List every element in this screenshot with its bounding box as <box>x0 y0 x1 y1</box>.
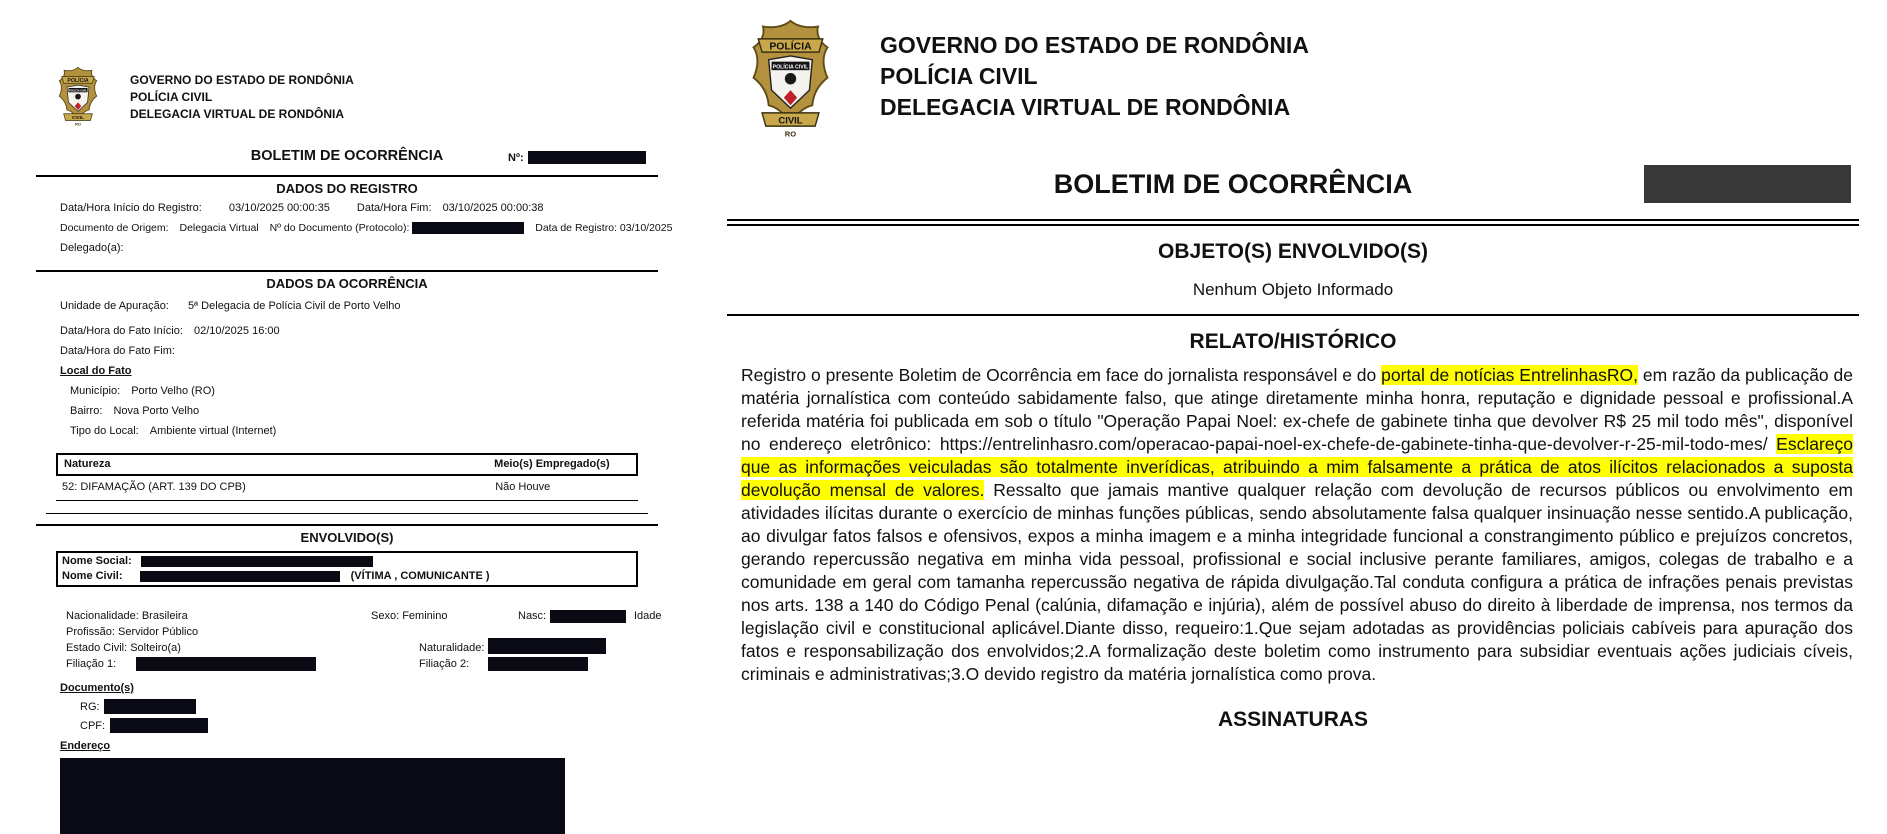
envolvidos-heading: ENVOLVIDO(S) <box>300 530 394 545</box>
natureza-cell: 52: DIFAMAÇÃO (ART. 139 DO CPB) <box>62 481 246 493</box>
meio-cell: Não Houve <box>495 481 551 493</box>
field-value: Delegacia Virtual <box>179 222 259 234</box>
policia-civil-badge-icon <box>54 66 102 131</box>
redaction-bar <box>104 699 196 714</box>
section-divider <box>36 524 658 526</box>
field-label: Data/Hora Fim: <box>356 202 432 214</box>
section-divider <box>727 314 1859 316</box>
badge-top-banner: POLÍCIA <box>67 77 89 84</box>
org-header <box>880 18 1309 123</box>
divider <box>46 513 648 514</box>
policia-civil-badge-icon <box>743 18 838 147</box>
left-page-header <box>36 66 658 131</box>
field-label: Nasc: <box>518 610 547 622</box>
field-value: 02/10/2025 16:00 <box>193 325 280 337</box>
local-do-fato-heading: Local do Fato <box>60 365 132 377</box>
redaction-bar <box>141 556 373 567</box>
badge-state: RO <box>75 122 81 127</box>
field-value: Feminino <box>402 610 448 622</box>
page-title: BOLETIM DE OCORRÊNCIA <box>1053 169 1413 199</box>
double-divider <box>727 219 1859 226</box>
document-page-right <box>727 18 1859 732</box>
org-line: GOVERNO DO ESTADO DE RONDÔNIA <box>880 32 1309 58</box>
relato-heading: RELATO/HISTÓRICO <box>1189 330 1397 353</box>
table-divider <box>56 500 638 501</box>
field-label: Data/Hora do Fato Início: <box>60 325 183 337</box>
field-label: Tipo do Local: <box>70 425 139 437</box>
field-label: Data/Hora Início do Registro: <box>60 202 202 214</box>
org-line: DELEGACIA VIRTUAL DE RONDÔNIA <box>880 94 1291 120</box>
badge-state: RO <box>784 129 797 139</box>
field-value: Brasileira <box>141 610 188 622</box>
relato-highlight: portal de notícias EntrelinhasRO, <box>1381 365 1638 385</box>
field-label: Nº do Documento (Protocolo): <box>269 222 410 234</box>
field-value: Solteiro(a) <box>130 642 181 654</box>
field-label: Idade <box>634 610 662 622</box>
table-row <box>56 476 638 497</box>
relato-segment: em razão da publicação de matéria jornalística com conteúdo sabidamente falso, que atinge diretamente minha honra, reputação e dignidade pessoal e profissional.A referida matéria foi publicada em sob o título "Operação Papai Noel: ex-chefe de gabinete tinha que devolver R$ 25 mil todo mês", disponível no endereço eletrônico: https://entrelinhasro.com/operacao-papai-noel-ex-chefe-de-gabinete-tinha-que-devolver-r-25-mil-todo-mes/ <box>741 365 1853 454</box>
redaction-bar <box>136 657 316 671</box>
section-divider <box>36 270 658 272</box>
objetos-heading: OBJETO(S) ENVOLVIDO(S) <box>1158 240 1428 263</box>
org-line: GOVERNO DO ESTADO DE RONDÔNIA <box>130 73 354 87</box>
org-line: POLÍCIA CIVIL <box>880 63 1038 89</box>
field-label: Profissão: <box>66 626 115 638</box>
envolvido-name-box <box>56 551 638 587</box>
field-label: Filiação 1: <box>66 658 117 670</box>
field-label: Unidade de Apuração: <box>60 300 169 312</box>
section-divider <box>36 175 658 177</box>
field-label: Delegado(a): <box>60 242 124 254</box>
field-label: Nome Social: <box>62 555 132 567</box>
number-label: Nº: <box>508 152 524 164</box>
field-value: Porto Velho (RO) <box>131 385 215 397</box>
field-label: Nome Civil: <box>62 570 123 582</box>
relato-highlight: Esclareço que as informações veiculadas são totalmente inverídicas, atribuindo a mim falsamente a prática de atos ilícitos relacionados a suposta devolução mensal de valores. <box>741 434 1853 500</box>
relato-text <box>741 364 1853 686</box>
document-page-left <box>36 8 673 834</box>
dados-ocorrencia-heading: DADOS DA OCORRÊNCIA <box>266 276 428 291</box>
field-value: Ambiente virtual (Internet) <box>149 425 277 437</box>
badge-inner-banner: POLÍCIA CIVIL <box>69 89 87 93</box>
field-label: Data/Hora do Fato Fim: <box>60 345 175 357</box>
field-label: Naturalidade: <box>419 642 485 654</box>
redaction-bar <box>110 718 208 733</box>
page-title: BOLETIM DE OCORRÊNCIA <box>250 148 444 164</box>
redaction-box-endereco <box>60 758 565 834</box>
field-label: Sexo: <box>371 610 400 622</box>
redaction-box-number <box>1644 165 1851 203</box>
field-label: RG: <box>80 701 100 713</box>
redaction-bar <box>412 222 524 234</box>
badge-inner-banner: POLÍCIA CIVIL <box>772 64 809 71</box>
field-value: 5ª Delegacia de Polícia Civil de Porto Velho <box>187 300 401 312</box>
documentos-heading: Documento(s) <box>60 682 134 694</box>
assinaturas-heading: ASSINATURAS <box>1217 708 1369 731</box>
objetos-empty-message: Nenhum Objeto Informado <box>1192 280 1394 299</box>
badge-top-banner: POLÍCIA <box>769 41 812 53</box>
redaction-bar <box>488 657 588 671</box>
field-label: Município: <box>70 385 121 397</box>
field-label: Estado Civil: <box>66 642 128 654</box>
field-label: Nacionalidade: <box>66 610 139 622</box>
field-value: Servidor Público <box>117 626 199 638</box>
redaction-bar <box>488 638 606 654</box>
badge-bottom-banner: CIVIL <box>778 115 803 127</box>
field-value: 03/10/2025 <box>619 222 673 234</box>
field-label: Data de Registro: <box>535 222 617 234</box>
field-value: 03/10/2025 00:00:38 <box>442 202 544 214</box>
dados-registro-heading: DADOS DO REGISTRO <box>276 181 418 196</box>
column-header: Meio(s) Empregado(s) <box>494 458 610 470</box>
field-label: CPF: <box>80 720 106 732</box>
field-label: Bairro: <box>70 405 103 417</box>
field-label: Documento de Origem: <box>60 222 169 234</box>
relato-segment: Registro o presente Boletim de Ocorrência em face do jornalista responsável e do <box>741 365 1382 385</box>
endereco-heading: Endereço <box>60 740 111 752</box>
org-line: DELEGACIA VIRTUAL DE RONDÔNIA <box>130 107 345 121</box>
redaction-bar <box>140 571 340 582</box>
relato-segment: Ressalto que jamais mantive qualquer relação com devolução de recursos públicos ou envolvimento em atividades ilícitas durante o exercício de minhas funções públicas, sendo absolutamente falsa qualquer insinuação nesse sentido.A publicação, ao divulgar fatos falsos e ofensivos, expos a minha imagem e a minha integridade funcional a constrangimento público e prejuízos concretos, gerando repercussão negativa em minha vida pessoal, profissional e social inclusive perante familiares, amigos, colegas de trabalho e a comunidade em geral com tamanha repercussão negativa de rápida divulgação.Tal conduta configura a prática de infrações penais previstas nos arts. 138 a 140 do Código Penal (calúnia, difamação e injúria), além de possível abuso do direito à liberdade de imprensa, nos termos da legislação civil e constitucional aplicável.Diante disso, requeiro:1.Que sejam adotadas as providências policiais cabíveis para apuração dos fatos e responsabilização dos envolvidos;2.A formalização deste boletim como instrumento para subsidiar eventuais ações judiciais cíveis, criminais e administrativas;3.O devido registro da matéria jornalística como prova. <box>741 480 1854 684</box>
redaction-bar <box>528 151 646 164</box>
field-label: Filiação 2: <box>419 658 470 670</box>
badge-bottom-banner: CIVIL <box>71 116 85 122</box>
envolvido-role: (VÍTIMA , COMUNICANTE ) <box>350 570 490 582</box>
natureza-table <box>56 453 638 501</box>
natureza-table-header <box>56 453 638 476</box>
field-value: Nova Porto Velho <box>113 405 200 417</box>
org-line: POLÍCIA CIVIL <box>130 90 213 104</box>
right-page-header <box>727 18 1859 147</box>
org-header <box>130 66 354 123</box>
redaction-bar <box>550 610 626 623</box>
column-header: Natureza <box>64 458 111 470</box>
field-value: 03/10/2025 00:00:35 <box>228 202 330 214</box>
